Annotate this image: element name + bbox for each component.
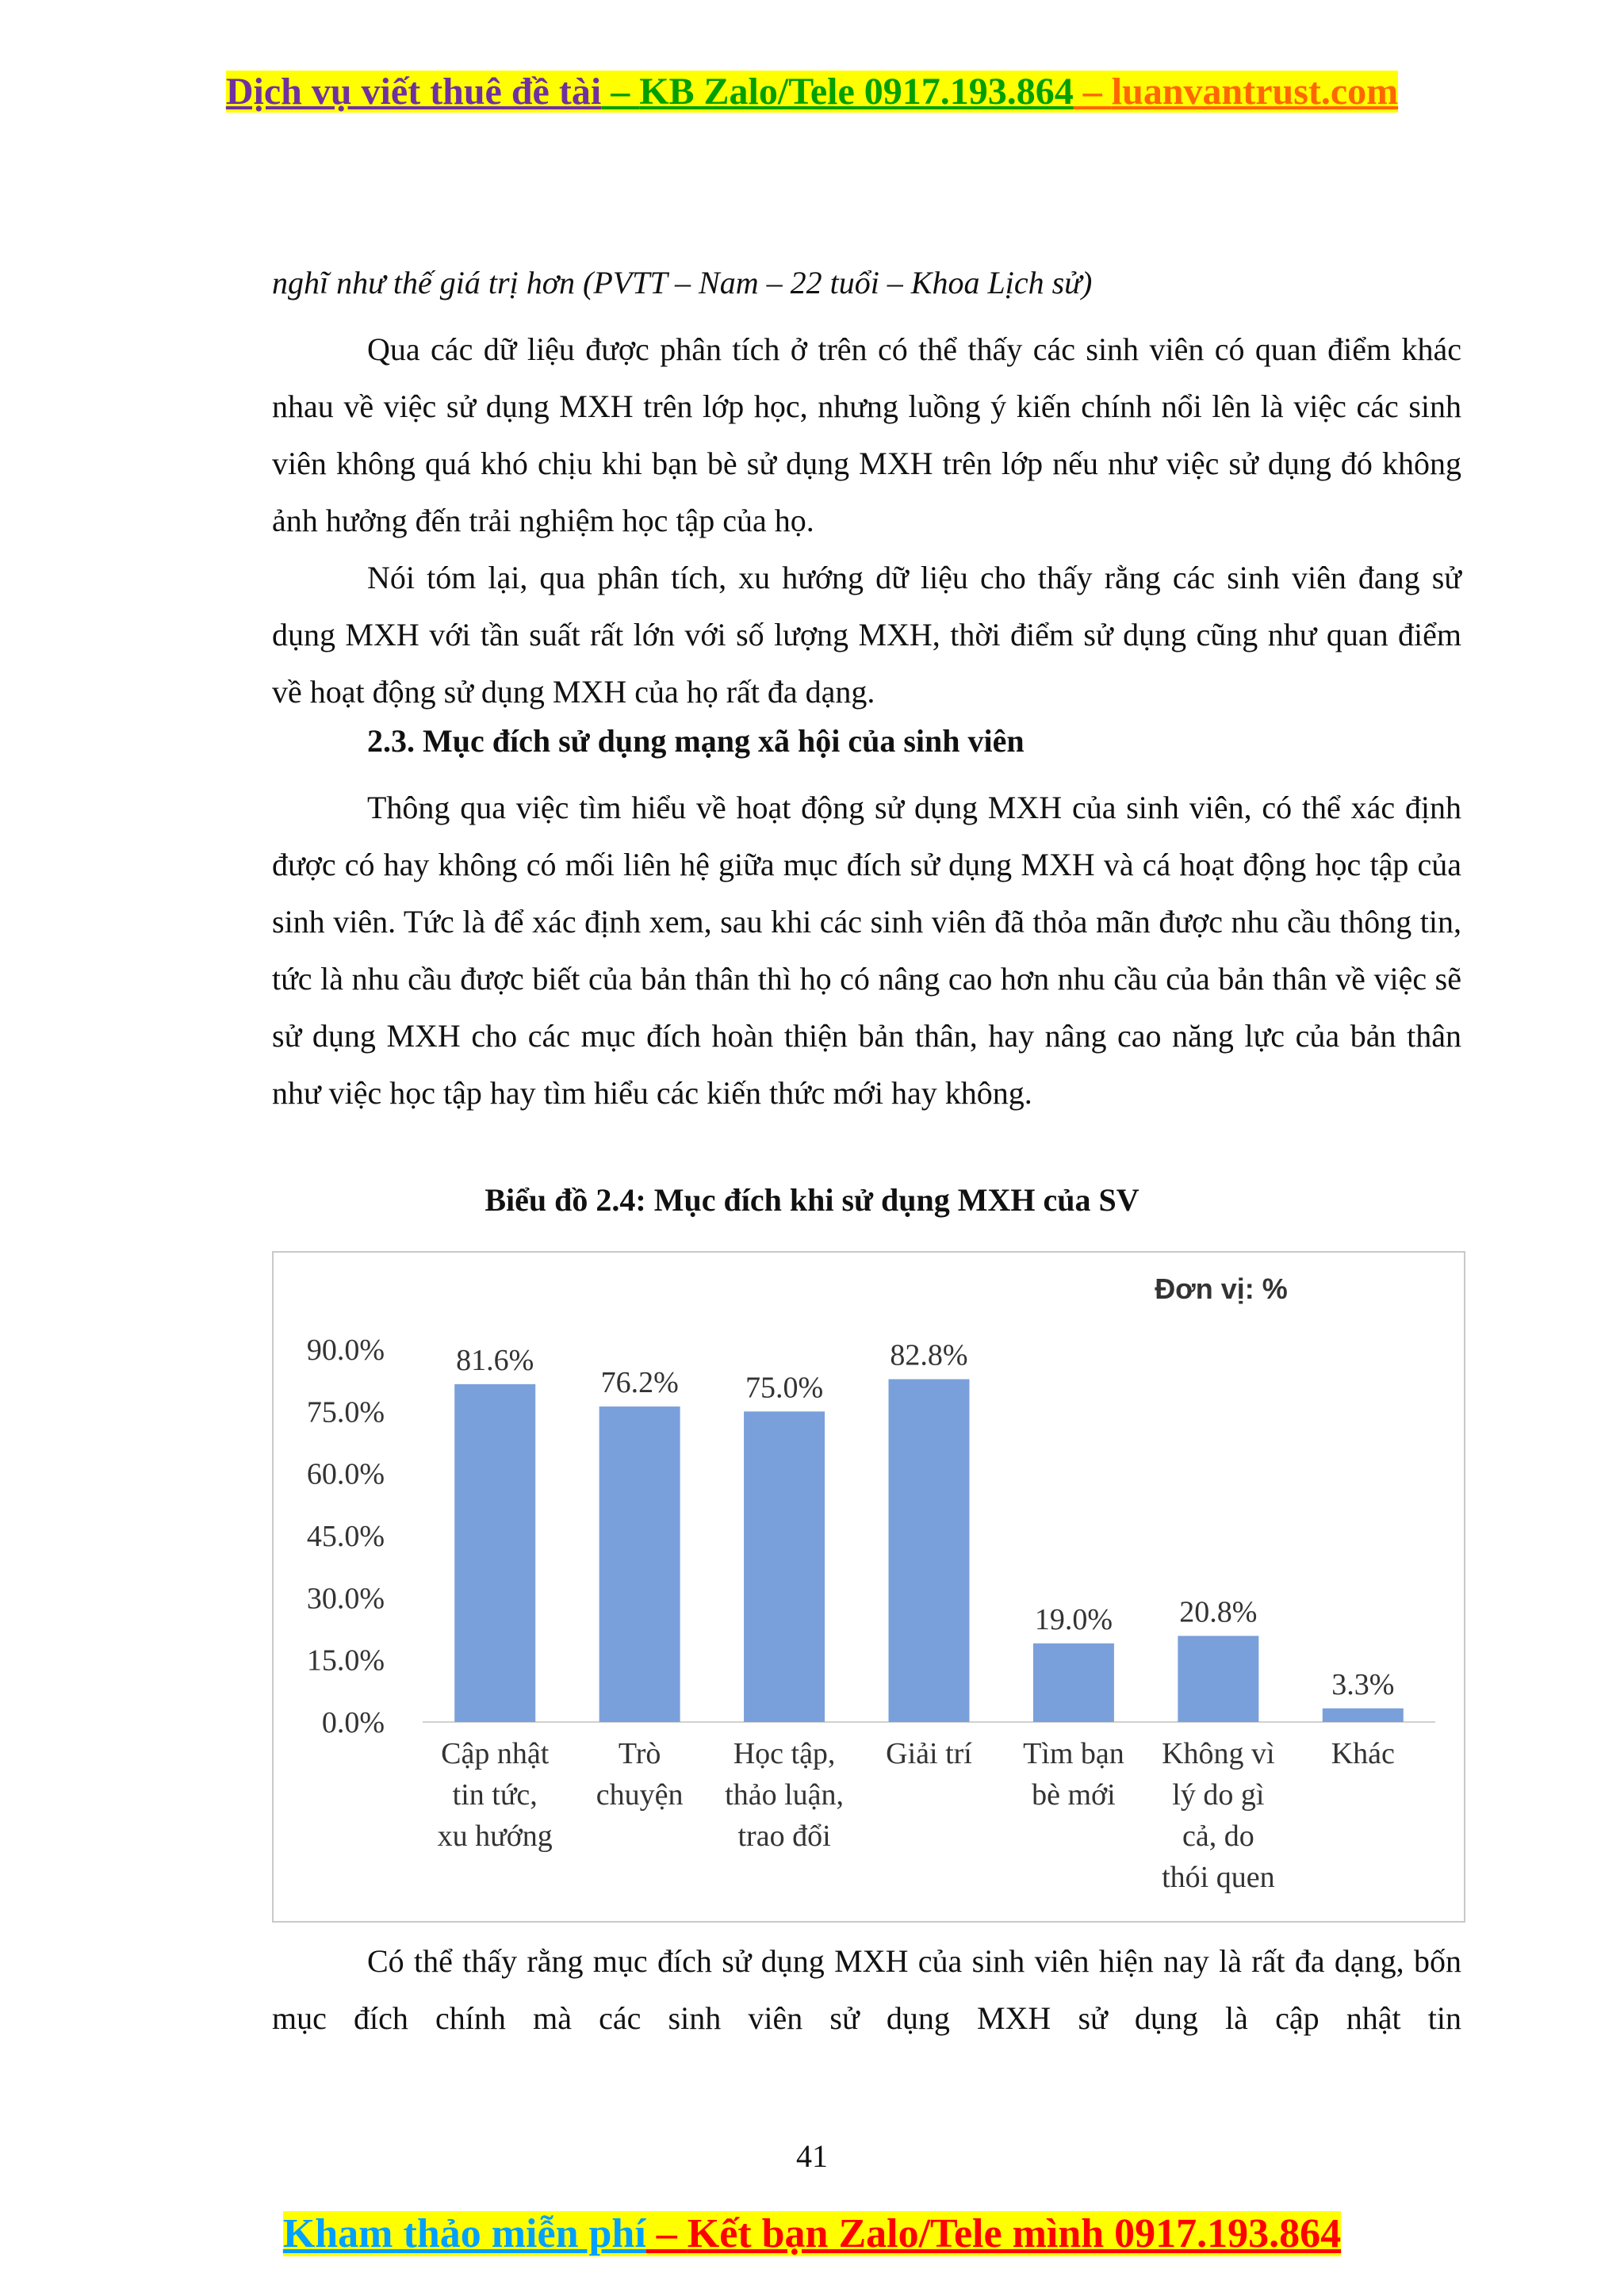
bar: [1178, 1636, 1258, 1722]
x-category-label: Cập nhật: [441, 1737, 550, 1770]
quote-line: nghĩ như thế giá trị hơn (PVTT – Nam – 22 tuổi – Khoa Lịch sử): [272, 265, 1093, 300]
banner-website-link[interactable]: luanvantrust.com: [1111, 71, 1399, 113]
body-paragraph: Có thể thấy rằng mục đích sử dụng MXH của sinh viên hiện nay là rất đa dạng, bốn mục đích chính mà các sinh viên sử dụng MXH sử dụng là cập nhật tin: [272, 1943, 1461, 2036]
x-category-label: chuyện: [596, 1778, 684, 1812]
body-paragraph: Thông qua việc tìm hiểu về hoạt động sử dụng MXH của sinh viên, có thể xác định được có hay không có mối liên hệ giữa mục đích sử dụng MXH và cá hoạt động học tập của sinh viên. Tức là để xác định xem, sau khi các sinh viên đã thỏa mãn được nhu cầu thông tin, tức là nhu cầu được biết của bản thân thì họ có nâng cao hơn nhu cầu của bản thân về việc sẽ sử dụng MXH cho các mục đích hoàn thiện bản thân, hay nâng cao năng lực của bản thân như việc học tập hay tìm hiểu các kiến thức mới hay không.: [272, 790, 1461, 1111]
chart-unit-label: Đơn vị: %: [1155, 1272, 1288, 1305]
top-banner: [0, 70, 1624, 113]
bottom-banner: [0, 2210, 1624, 2257]
banner-free-reference-link[interactable]: Kham thảo miễn phí: [282, 2211, 646, 2256]
body-paragraph: Qua các dữ liệu được phân tích ở trên có thể thấy các sinh viên có quan điểm khác nhau về việc sử dụng MXH trên lớp học, nhưng luồng ý kiến chính nổi lên là việc các sinh viên không quá khó chịu khi bạn bè sử dụng MXH trên lớp nếu như việc sử dụng đó không ảnh hưởng đến trải nghiệm học tập của họ.: [272, 331, 1461, 538]
y-tick-label: 0.0%: [321, 1706, 385, 1739]
banner-contact-link[interactable]: KB Zalo/Tele 0917.193.864: [639, 71, 1074, 113]
x-category-label: Trò: [618, 1737, 661, 1770]
x-category-label: Học tập,: [733, 1737, 836, 1770]
data-label: 76.2%: [600, 1366, 679, 1400]
paragraph-after-heading-block: [272, 779, 1461, 1122]
bar-chart: [272, 1251, 1465, 1923]
banner-contact-link[interactable]: Kết bạn Zalo/Tele mình 0917.193.864: [687, 2211, 1342, 2256]
banner-separator: –: [601, 71, 640, 113]
bar: [1033, 1644, 1114, 1722]
bar: [744, 1411, 825, 1722]
y-tick-label: 60.0%: [306, 1457, 385, 1491]
data-label: 81.6%: [456, 1343, 534, 1377]
y-tick-label: 45.0%: [306, 1520, 385, 1553]
x-category-label: thói quen: [1162, 1861, 1275, 1894]
data-label: 20.8%: [1179, 1595, 1258, 1629]
x-category-label: trao đổi: [737, 1820, 831, 1853]
chart-svg: [274, 1253, 1464, 1921]
banner-separator: –: [645, 2211, 688, 2256]
y-tick-label: 75.0%: [306, 1395, 385, 1429]
data-label: 19.0%: [1034, 1602, 1113, 1636]
bar: [1323, 1709, 1404, 1722]
paragraphs-before-heading: [272, 321, 1461, 721]
x-category-label: tin tức,: [452, 1778, 538, 1812]
bar: [454, 1384, 535, 1722]
x-category-label: cả, do: [1182, 1820, 1254, 1853]
y-tick-label: 90.0%: [306, 1334, 385, 1367]
bar: [599, 1406, 680, 1722]
banner-separator: –: [1073, 71, 1112, 113]
chart-layer: [307, 1334, 1435, 1894]
section-heading: 2.3. Mục đích sử dụng mạng xã hội của sinh viên: [367, 723, 1025, 759]
page-number: 41: [796, 2138, 828, 2174]
paragraph-after-chart-block: [272, 1933, 1461, 2047]
x-category-label: bè mới: [1032, 1778, 1116, 1812]
x-category-label: lý do gì: [1172, 1778, 1265, 1812]
chart-caption: Biểu đồ 2.4: Mục đích khi sử dụng MXH của SV: [485, 1182, 1139, 1218]
x-category-label: Khác: [1331, 1737, 1395, 1770]
x-category-label: thảo luận,: [725, 1778, 845, 1812]
y-tick-label: 15.0%: [306, 1644, 385, 1678]
banner-service-link[interactable]: Dịch vụ viết thuê đề tài: [225, 71, 602, 113]
x-category-label: Tìm bạn: [1023, 1737, 1124, 1770]
bar: [889, 1380, 970, 1722]
data-label: 75.0%: [745, 1371, 824, 1405]
x-category-label: Không vì: [1162, 1737, 1275, 1770]
data-label: 82.8%: [890, 1338, 968, 1372]
x-category-label: xu hướng: [437, 1820, 553, 1853]
x-category-label: Giải trí: [886, 1737, 972, 1770]
data-label: 3.3%: [1331, 1667, 1395, 1701]
y-tick-label: 30.0%: [306, 1582, 385, 1616]
body-paragraph: Nói tóm lại, qua phân tích, xu hướng dữ liệu cho thấy rằng các sinh viên đang sử dụng MXH với tần suất rất lớn với số lượng MXH, thời điểm sử dụng cũng như quan điểm về hoạt động sử dụng MXH của họ rất đa dạng.: [272, 560, 1461, 710]
